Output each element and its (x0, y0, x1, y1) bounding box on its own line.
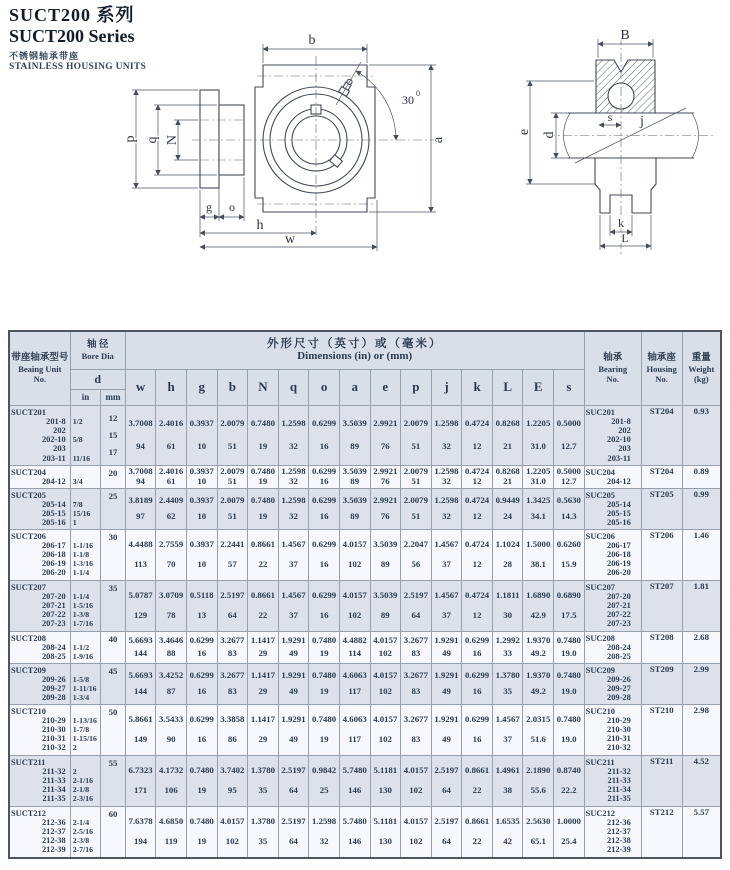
bearing-no-cell: SUC205 205-14 205-15 205-16 (584, 488, 641, 529)
dim-value-cell: 4.0157 102 (370, 704, 401, 755)
weight-cell: 0.93 (682, 405, 721, 465)
dim-value-cell: 4.0157 102 (401, 755, 432, 806)
dim-value-cell: 2.9921 76 (370, 405, 401, 465)
weight-cell: 5.57 (682, 806, 721, 858)
dim-value-cell: 1.1417 29 (248, 663, 279, 704)
dim-value-cell: 0.7480 19 (248, 405, 279, 465)
bore-in-cell: 1/2 5/8 11/16 (70, 405, 101, 465)
bore-in-cell: 1-5/8 1-11/16 1-3/4 (70, 663, 101, 704)
dim-value-cell: 3.5039 89 (339, 488, 370, 529)
dim-value-cell: 1.2598 32 (278, 405, 309, 465)
dim-value-cell: 1.1811 30 (492, 580, 523, 631)
col-header-e: e (370, 369, 401, 405)
dim-value-cell: 0.8661 22 (462, 806, 493, 858)
dim-value-cell: 0.5118 13 (186, 580, 217, 631)
bearing-no-cell: SUC201 201-8 202 202-10 203 203-11 (584, 405, 641, 465)
dim-label-s: s (607, 110, 613, 124)
dim-value-cell: 0.9842 25 (309, 755, 340, 806)
weight-cell: 2.99 (682, 663, 721, 704)
dim-value-cell: 1.2992 33 (492, 631, 523, 663)
housing-no-cell: ST209 (641, 663, 682, 704)
bearing-no-cell: SUC207 207-20 207-21 207-22 207-23 (584, 580, 641, 631)
bore-mm-cell: 30 (101, 529, 125, 580)
dim-value-cell: 1.9291 49 (278, 663, 309, 704)
dim-value-cell: 1.9291 49 (278, 631, 309, 663)
unit-no-cell: SUCT208 208-24 208-25 (9, 631, 70, 663)
dim-value-cell: 1.6890 42.9 (523, 580, 554, 631)
dim-value-cell: 3.7008 94 (125, 465, 156, 488)
dim-value-cell: 2.5197 64 (217, 580, 248, 631)
bearing-no-cell: SUC204 204-12 (584, 465, 641, 488)
col-header-N: N (248, 369, 279, 405)
dim-value-cell: 2.2441 57 (217, 529, 248, 580)
dim-value-cell: 0.4724 12 (462, 529, 493, 580)
dim-value-cell: 0.8661 22 (248, 529, 279, 580)
table-row (9, 405, 721, 465)
housing-no-cell: ST205 (641, 488, 682, 529)
housing-no-cell: ST211 (641, 755, 682, 806)
dimensions-header-cn: 外形尺寸（英寸）或（毫米） (266, 337, 443, 350)
dim-value-cell: 1.4567 37 (431, 580, 462, 631)
table-header (9, 331, 721, 405)
dim-value-cell: 3.5039 89 (339, 405, 370, 465)
dim-value-cell: 5.7480 146 (339, 755, 370, 806)
bearing-header-no: No. (606, 374, 619, 385)
unit-no-header-cn: 带座轴承型号 (11, 353, 69, 364)
dim-value-cell: 0.6299 16 (462, 663, 493, 704)
dim-value-cell: 0.4724 12 (462, 488, 493, 529)
dim-value-cell: 0.7480 19.0 (554, 663, 585, 704)
dim-label-a: a (431, 136, 446, 144)
dim-value-cell: 2.0315 51.6 (523, 704, 554, 755)
housing-foot-outline (595, 158, 656, 213)
dim-value-cell: 4.0157 102 (401, 806, 432, 858)
dim-value-cell: 2.0079 51 (217, 465, 248, 488)
dim-value-cell: 0.6299 16 (309, 488, 340, 529)
bore-in-cell: 1-1/4 1-5/16 1-3/8 1-7/16 (70, 580, 101, 631)
dim-value-cell: 1.2598 32 (431, 465, 462, 488)
bearing-header-cn: 轴承 (603, 353, 623, 364)
dim-value-cell: 1.9370 49.2 (523, 663, 554, 704)
col-header-h: h (156, 369, 187, 405)
dim-value-cell: 1.9370 49.2 (523, 631, 554, 663)
side-view-drawing (518, 24, 726, 266)
dim-label-N: N (165, 134, 180, 146)
table-row (9, 806, 721, 858)
dim-value-cell: 2.9921 76 (370, 488, 401, 529)
dimension-spec-table (8, 330, 722, 859)
dim-value-cell: 3.8189 97 (125, 488, 156, 529)
dim-value-cell: 4.4882 114 (339, 631, 370, 663)
bore-mm-cell: 25 (101, 488, 125, 529)
dim-value-cell: 1.3780 35 (248, 755, 279, 806)
col-header-a: a (339, 369, 370, 405)
housing-header-en: Housing (646, 364, 677, 375)
dim-value-cell: 1.4961 38 (492, 755, 523, 806)
dim-label-e: e (517, 128, 532, 136)
table-body (9, 405, 721, 858)
angle-superscript: 0 (416, 89, 420, 98)
dim-value-cell: 3.2677 83 (217, 631, 248, 663)
dim-value-cell: 0.8661 22 (462, 755, 493, 806)
bore-in-cell: 1-13/16 1-7/8 1-15/16 2 (70, 704, 101, 755)
dim-value-cell: 1.2598 32 (278, 488, 309, 529)
dim-value-cell: 1.4567 37 (278, 580, 309, 631)
dim-label-b: b (308, 33, 316, 48)
dim-value-cell: 0.4724 12 (462, 580, 493, 631)
dim-value-cell: 0.8740 22.2 (554, 755, 585, 806)
bore-mm-cell: 55 (101, 755, 125, 806)
dim-value-cell: 0.6299 16 (186, 663, 217, 704)
dim-value-cell: 0.7480 19 (309, 631, 340, 663)
dim-value-cell: 2.9921 76 (370, 465, 401, 488)
bore-in-cell: 2 2-1/16 2-1/8 2-3/16 (70, 755, 101, 806)
dim-value-cell: 1.3780 35 (248, 806, 279, 858)
col-header-mm: mm (101, 389, 125, 405)
dim-value-cell: 1.6535 42 (492, 806, 523, 858)
unit-no-header-en: Beaing Unit (18, 364, 62, 375)
dim-value-cell: 1.2205 31.0 (523, 465, 554, 488)
dim-value-cell: 4.0157 102 (370, 663, 401, 704)
dim-label-j: j (640, 114, 644, 129)
dim-value-cell: 2.5197 64 (431, 806, 462, 858)
dim-value-cell: 3.5039 89 (339, 465, 370, 488)
dim-value-cell: 2.4016 61 (156, 405, 187, 465)
weight-cell: 2.68 (682, 631, 721, 663)
table-row (9, 663, 721, 704)
housing-header-no: No. (655, 374, 668, 385)
bore-in-cell: 2-1/4 2-5/16 2-3/8 2-7/16 (70, 806, 101, 858)
col-header-s: s (554, 369, 585, 405)
unit-no-header-no: No. (33, 374, 47, 385)
dim-label-h: h (256, 218, 264, 233)
dim-value-cell: 1.5000 38.1 (523, 529, 554, 580)
unit-no-cell: SUCT210 210-29 210-30 210-31 210-32 (9, 704, 70, 755)
dim-value-cell: 2.0079 51 (217, 488, 248, 529)
bearing-no-cell: SUC212 212-36 212-37 212-38 212-39 (584, 806, 641, 858)
col-header-in: in (70, 389, 101, 405)
dim-value-cell: 1.9291 49 (278, 704, 309, 755)
dim-value-cell: 0.9449 24 (492, 488, 523, 529)
unit-no-cell: SUCT205 205-14 205-15 205-16 (9, 488, 70, 529)
dim-value-cell: 5.1181 130 (370, 806, 401, 858)
col-header-b: b (217, 369, 248, 405)
unit-no-cell: SUCT204 204-12 (9, 465, 70, 488)
dim-value-cell: 1.2598 32 (431, 405, 462, 465)
dim-value-cell: 0.6299 16 (462, 631, 493, 663)
housing-no-cell: ST208 (641, 631, 682, 663)
table-row (9, 704, 721, 755)
dim-value-cell: 1.3425 34.1 (523, 488, 554, 529)
unit-no-cell: SUCT206 206-17 206-18 206-19 206-20 (9, 529, 70, 580)
dim-value-cell: 4.6063 117 (339, 704, 370, 755)
col-header-L: L (492, 369, 523, 405)
dim-value-cell: 1.9291 49 (431, 663, 462, 704)
dim-value-cell: 1.1417 29 (248, 631, 279, 663)
dim-label-B: B (620, 28, 630, 43)
col-header-unit-no (9, 331, 70, 405)
dim-value-cell: 3.2677 83 (401, 704, 432, 755)
dim-value-cell: 3.5039 89 (370, 529, 401, 580)
dim-value-cell: 1.2598 32 (431, 488, 462, 529)
table-row (9, 529, 721, 580)
housing-header-cn: 轴承座 (647, 353, 676, 364)
bearing-no-cell: SUC208 208-24 208-25 (584, 631, 641, 663)
housing-no-cell: ST206 (641, 529, 682, 580)
dim-value-cell: 1.0000 25.4 (554, 806, 585, 858)
table-row (9, 465, 721, 488)
housing-no-cell: ST210 (641, 704, 682, 755)
series-subtitle-en: STAINLESS HOUSING UNITS (9, 62, 147, 72)
series-title-cn: SUCT200 系列 (9, 5, 135, 25)
series-subtitle-cn: 不锈钢轴承带座 (9, 51, 80, 61)
dim-value-cell: 3.2677 83 (217, 663, 248, 704)
bore-in-cell: 7/8 15/16 1 (70, 488, 101, 529)
housing-no-cell: ST204 (641, 465, 682, 488)
unit-no-cell: SUCT211 211-32 211-33 211-34 211-35 (9, 755, 70, 806)
dim-value-cell: 4.6063 117 (339, 663, 370, 704)
dim-value-cell: 0.4724 12 (462, 405, 493, 465)
dim-value-cell: 0.6260 15.9 (554, 529, 585, 580)
dim-value-cell: 2.2047 56 (401, 529, 432, 580)
dim-value-cell: 0.5630 14.3 (554, 488, 585, 529)
weight-cell: 2.98 (682, 704, 721, 755)
dim-value-cell: 0.3937 10 (186, 529, 217, 580)
col-header-bore (70, 331, 125, 369)
dim-label-p: p (123, 135, 138, 143)
table-row (9, 488, 721, 529)
dim-value-cell: 1.2598 32 (278, 465, 309, 488)
bore-mm-cell: 35 (101, 580, 125, 631)
dim-label-o: o (229, 200, 235, 214)
dim-value-cell: 3.4252 87 (156, 663, 187, 704)
bearing-no-cell: SUC209 209-26 209-27 209-28 (584, 663, 641, 704)
dim-value-cell: 0.5000 12.7 (554, 405, 585, 465)
bore-in-cell: 1-1/16 1-1/8 1-3/16 1-1/4 (70, 529, 101, 580)
dim-value-cell: 2.0079 51 (401, 465, 432, 488)
dim-label-d: d (542, 131, 557, 139)
bore-in-cell: 3/4 (70, 465, 101, 488)
bore-mm-cell: 45 (101, 663, 125, 704)
bore-header-cn: 轴 径 (87, 340, 109, 351)
dim-value-cell: 5.1181 130 (370, 755, 401, 806)
bore-header-en: Bore Dia (81, 351, 114, 362)
dim-value-cell: 3.5039 89 (370, 580, 401, 631)
dim-value-cell: 2.5197 64 (278, 755, 309, 806)
dim-label-w: w (284, 232, 296, 247)
dim-value-cell: 0.3937 10 (186, 488, 217, 529)
col-header-weight (682, 331, 721, 405)
dim-value-cell: 4.0157 102 (217, 806, 248, 858)
dim-value-cell: 1.4567 37 (278, 529, 309, 580)
dim-value-cell: 0.6299 16 (309, 529, 340, 580)
dim-value-cell: 0.7480 19 (309, 663, 340, 704)
dim-value-cell: 4.6850 119 (156, 806, 187, 858)
bore-mm-cell: 40 (101, 631, 125, 663)
dim-value-cell: 0.7480 19 (248, 488, 279, 529)
bore-mm-cell: 20 (101, 465, 125, 488)
dim-value-cell: 0.3937 10 (186, 405, 217, 465)
dim-value-cell: 5.0787 129 (125, 580, 156, 631)
unit-no-cell: SUCT209 209-26 209-27 209-28 (9, 663, 70, 704)
dim-value-cell: 0.7480 19 (309, 704, 340, 755)
col-header-d: d (70, 369, 125, 389)
dim-value-cell: 0.6299 16 (462, 704, 493, 755)
dim-value-cell: 0.6299 16 (186, 704, 217, 755)
dim-value-cell: 0.7480 19 (186, 755, 217, 806)
dim-value-cell: 1.9291 49 (431, 704, 462, 755)
weight-cell: 0.89 (682, 465, 721, 488)
front-view-drawing (120, 30, 456, 268)
dim-value-cell: 4.0157 102 (339, 580, 370, 631)
col-header-j: j (431, 369, 462, 405)
dim-value-cell: 5.8661 149 (125, 704, 156, 755)
dim-label-k: k (618, 216, 624, 230)
dim-value-cell: 2.5630 65.1 (523, 806, 554, 858)
dim-value-cell: 7.6378 194 (125, 806, 156, 858)
dim-value-cell: 1.4567 37 (492, 704, 523, 755)
dim-value-cell: 3.3858 86 (217, 704, 248, 755)
dim-value-cell: 2.5197 64 (431, 755, 462, 806)
housing-no-cell: ST212 (641, 806, 682, 858)
dimensions-header-en: Dimensions (in) or (mm) (297, 349, 413, 362)
col-header-E: E (523, 369, 554, 405)
dim-value-cell: 0.3937 10 (186, 465, 217, 488)
dim-value-cell: 0.8268 21 (492, 465, 523, 488)
col-header-q: q (278, 369, 309, 405)
dim-value-cell: 1.2205 31.0 (523, 405, 554, 465)
table-row (9, 631, 721, 663)
dim-value-cell: 0.6299 16 (309, 465, 340, 488)
dim-value-cell: 0.6299 16 (186, 631, 217, 663)
dim-value-cell: 2.5197 64 (401, 580, 432, 631)
dim-value-cell: 0.6299 16 (309, 580, 340, 631)
housing-no-cell: ST204 (641, 405, 682, 465)
dim-value-cell: 0.6299 16 (309, 405, 340, 465)
dim-value-cell: 2.4016 61 (156, 465, 187, 488)
dim-value-cell: 0.7480 19 (186, 806, 217, 858)
dim-value-cell: 2.0079 51 (217, 405, 248, 465)
dim-value-cell: 0.7480 19 (248, 465, 279, 488)
dim-value-cell: 0.7480 19.0 (554, 631, 585, 663)
dim-value-cell: 4.0157 102 (370, 631, 401, 663)
dim-value-cell: 2.4409 62 (156, 488, 187, 529)
bearing-header-en: Bearing (598, 364, 628, 375)
weight-cell: 1.81 (682, 580, 721, 631)
dim-value-cell: 2.7559 70 (156, 529, 187, 580)
dim-value-cell: 1.3780 35 (492, 663, 523, 704)
dim-value-cell: 0.8268 21 (492, 405, 523, 465)
weight-header-unit: (kg) (693, 374, 709, 385)
weight-header-en: Weight (688, 364, 715, 375)
dim-value-cell: 1.2598 32 (309, 806, 340, 858)
dim-value-cell: 2.1890 55.6 (523, 755, 554, 806)
weight-cell: 4.52 (682, 755, 721, 806)
dim-value-cell: 1.9291 49 (431, 631, 462, 663)
bearing-no-cell: SUC206 206-17 206-18 206-19 206-20 (584, 529, 641, 580)
dim-value-cell: 2.5197 64 (278, 806, 309, 858)
series-title-en: SUCT200 Series (9, 26, 135, 46)
dim-value-cell: 0.4724 12 (462, 465, 493, 488)
dim-value-cell: 3.7008 94 (125, 405, 156, 465)
col-header-housing-no (641, 331, 682, 405)
housing-no-cell: ST207 (641, 580, 682, 631)
dim-value-cell: 0.6890 17.5 (554, 580, 585, 631)
weight-cell: 0.99 (682, 488, 721, 529)
dim-value-cell: 4.0157 102 (339, 529, 370, 580)
dim-value-cell: 1.1417 29 (248, 704, 279, 755)
dim-value-cell: 5.7480 146 (339, 806, 370, 858)
col-header-g: g (186, 369, 217, 405)
unit-no-cell: SUCT201 201-8 202 202-10 203 203-11 (9, 405, 70, 465)
dim-label-g: g (206, 200, 212, 214)
col-header-k: k (462, 369, 493, 405)
bore-mm-cell: 60 (101, 806, 125, 858)
angle-label: 30 (402, 93, 414, 107)
dim-value-cell: 3.5433 90 (156, 704, 187, 755)
dim-value-cell: 3.2677 83 (401, 663, 432, 704)
dim-label-q: q (145, 136, 160, 144)
unit-no-cell: SUCT207 207-20 207-21 207-22 207-23 (9, 580, 70, 631)
unit-no-cell: SUCT212 212-36 212-37 212-38 212-39 (9, 806, 70, 858)
dim-label-L: L (621, 231, 629, 245)
col-header-p: p (401, 369, 432, 405)
col-header-w: w (125, 369, 156, 405)
dim-value-cell: 2.0079 51 (401, 488, 432, 529)
dim-value-cell: 3.0709 78 (156, 580, 187, 631)
bore-in-cell: 1-1/2 1-9/16 (70, 631, 101, 663)
dim-value-cell: 5.6693 144 (125, 663, 156, 704)
bearing-no-cell: SUC211 211-32 211-33 211-34 211-35 (584, 755, 641, 806)
table-row (9, 755, 721, 806)
dim-value-cell: 0.5000 12.7 (554, 465, 585, 488)
dim-value-cell: 1.1024 28 (492, 529, 523, 580)
dim-value-cell: 1.4567 37 (431, 529, 462, 580)
dim-value-cell: 5.6693 144 (125, 631, 156, 663)
table-row (9, 580, 721, 631)
weight-header-cn: 重量 (691, 353, 711, 364)
bore-mm-cell: 50 (101, 704, 125, 755)
col-header-o: o (309, 369, 340, 405)
dim-value-cell: 2.0079 51 (401, 405, 432, 465)
dim-value-cell: 4.1732 106 (156, 755, 187, 806)
dim-value-cell: 3.7402 95 (217, 755, 248, 806)
col-header-dimensions (125, 331, 584, 369)
bearing-no-cell: SUC210 210-29 210-30 210-31 210-32 (584, 704, 641, 755)
dim-value-cell: 6.7323 171 (125, 755, 156, 806)
dim-value-cell: 0.8661 22 (248, 580, 279, 631)
dim-value-cell: 4.4488 113 (125, 529, 156, 580)
dim-value-cell: 3.2677 83 (401, 631, 432, 663)
dim-value-cell: 0.7480 19.0 (554, 704, 585, 755)
weight-cell: 1.46 (682, 529, 721, 580)
dim-value-cell: 3.4646 88 (156, 631, 187, 663)
bore-mm-cell: 12 15 17 (101, 405, 125, 465)
col-header-bearing-no (584, 331, 641, 405)
